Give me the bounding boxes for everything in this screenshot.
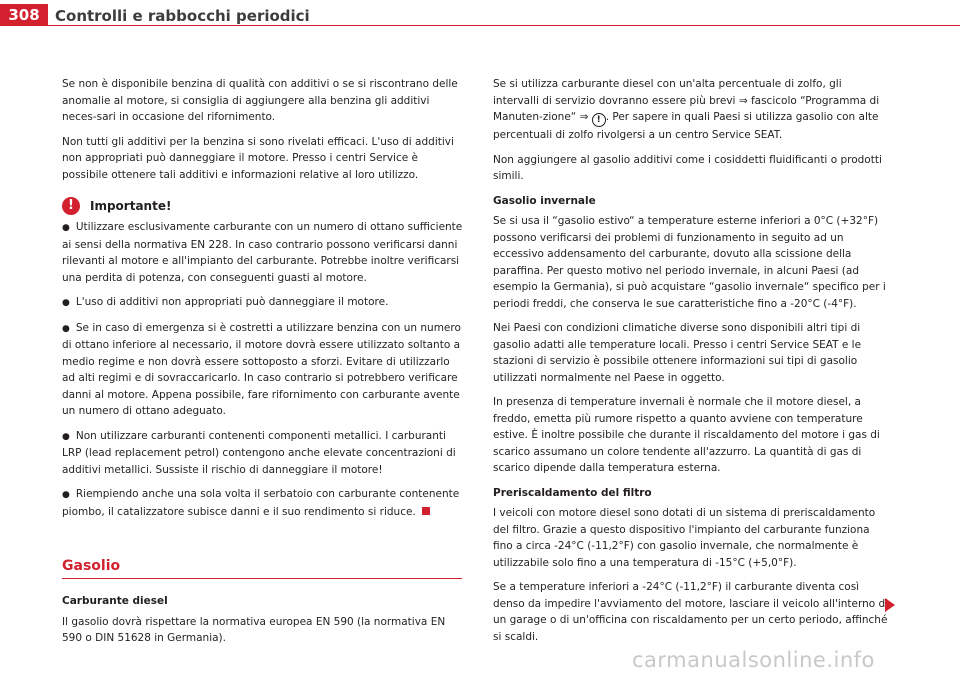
- paragraph-text: Se si utilizza carburante diesel con un'alta percentuale di zolfo, gli intervalli di servizio dovranno essere più brevi ⇒ fascicolo “Programma di Manuten-zione“ ⇒: [493, 78, 880, 123]
- page-title: Controlli e rabbocchi periodici: [55, 7, 310, 25]
- paragraph: [493, 76, 889, 144]
- subheading: Gasolio invernale: [493, 194, 596, 207]
- bullet-icon: ●: [62, 431, 70, 442]
- important-heading: [62, 197, 466, 215]
- paragraph: Non aggiungere al gasolio additivi come i cosiddetti fluidificanti o prodotti simili.: [493, 153, 882, 182]
- paragraph: I veicoli con motore diesel sono dotati di un sistema di preriscaldamento del filtro. Grazie a questo dispositivo l'impianto del carburante funziona fino a circa -24°C (-11,2°F) con gasolio invernale, che normalmente è utilizzabile solo fino a una temperatura di -15°C (+5,0°F).: [493, 507, 876, 569]
- end-of-section-icon: [422, 507, 430, 515]
- header-rule: [48, 25, 960, 26]
- list-item-text: L'uso di additivi non appropriati può danneggiare il motore.: [75, 296, 389, 308]
- paragraph: Se si usa il “gasolio estivo“ a temperature esterne inferiori a 0°C (+32°F) possono verificarsi dei problemi di funzionamento in seguito ad un eccessivo addensamento del carburante, dovuto alla scissione della paraffina. Per questo motivo nel periodo invernale, in alcuni Paesi (ad esempio la Germania), si può acquistare “gasolio invernale“ specifico per i periodi freddi, che conserva le sue caratteristiche fino a -20°C (-4°F).: [493, 215, 886, 310]
- paragraph: Nei Paesi con condizioni climatiche diverse sono disponibili altri tipi di gasolio adatti alle temperature locali. Presso i centri Service SEAT e le stazioni di servizio è possibile ottenere informazioni sui tipi di gasolio utilizzati normalmente nel Paese in oggetto.: [493, 322, 862, 384]
- continue-arrow-icon: [885, 598, 895, 612]
- warning-icon: !: [62, 197, 80, 215]
- page-header: [0, 0, 960, 30]
- right-column: [493, 76, 889, 653]
- left-column: [62, 76, 466, 655]
- subheading: Carburante diesel: [62, 595, 168, 607]
- section-title: Gasolio: [62, 558, 121, 574]
- bullet-icon: ●: [62, 323, 70, 334]
- list-item-text: Se in caso di emergenza si è costretti a utilizzare benzina con un numero di ottano inferiore al necessario, il motore dovrà essere utilizzato soltanto a medio regime e non dovrà essere sottoposto a sforzi. Evitare di utilizzarlo ad alti regimi e di sovraccaricarlo. In caso contrario si potrebbero verificare danni al motore. Appena possibile, fare rifornimento con carburante avente un numero di ottano adeguato.: [62, 321, 461, 417]
- list-item: [62, 486, 466, 520]
- page-number: 308: [0, 4, 48, 26]
- watermark: carmanualsonline.info: [632, 648, 875, 672]
- bullet-icon: ●: [62, 490, 70, 500]
- section-rule: [62, 578, 462, 579]
- list-item: [62, 428, 466, 479]
- list-item: [62, 320, 466, 420]
- list-item: [62, 294, 466, 312]
- bullet-icon: ●: [62, 298, 70, 308]
- paragraph-text: . Per sapere in quali Paesi si utilizza gasolio con alte percentuali di zolfo rivolgersi a un centro Service SEAT.: [493, 111, 879, 141]
- list-item-text: Riempiendo anche una sola volta il serbatoio con carburante contenente piombo, il catalizzatore subisce danni e il suo rendimento si riduce.: [62, 488, 460, 518]
- list-item: [62, 219, 466, 286]
- paragraph: Se a temperature inferiori a -24°C (-11,2°F) il carburante diventa così denso da impedire l'avviamento del motore, lasciare il veicolo all'interno di un garage o di un'officina con riscaldamento per un certo periodo, affinché si scaldi.: [493, 581, 889, 643]
- paragraph: Se non è disponibile benzina di qualità con additivi o se si riscontrano delle anomalie al motore, si consiglia di aggiungere alla benzina gli additivi neces-sari in occasione del rifornimento.: [62, 78, 458, 123]
- paragraph: Il gasolio dovrà rispettare la normativa europea EN 590 (la normativa EN 590 o DIN 51628 in Germania).: [62, 615, 446, 644]
- subheading: Preriscaldamento del filtro: [493, 486, 652, 499]
- important-title: Importante!: [90, 198, 172, 213]
- paragraph: In presenza di temperature invernali è normale che il motore diesel, a freddo, emetta più rumore rispetto a quanto avviene con temperature estive. È inoltre possibile che durante il riscaldamento del motore i gas di scarico assumano un colore tendente all'azzurro. La quantità di gas di scarico dipende dalla temperatura esterna.: [493, 396, 880, 474]
- list-item-text: Non utilizzare carburanti contenenti componenti metallici. I carburanti LRP (lead replacement petrol) contengono anche elevate concentrazioni di additivi metallici. Sussiste il rischio di danneggiare il motore!: [62, 429, 456, 476]
- paragraph: Non tutti gli additivi per la benzina si sono rivelati efficaci. L'uso di additivi non appropriati può danneggiare il motore. Presso i centri Service è possibile ottenere tali additivi e informazioni relative al loro utilizzo.: [62, 135, 454, 181]
- list-item-text: Utilizzare esclusivamente carburante con un numero di ottano sufficiente ai sensi della normativa EN 228. In caso contrario possono verificarsi danni rilevanti al motore e all'impianto del carburante. Potrebbe inoltre verificarsi una perdita di potenza, con conseguenti guasti al motore.: [62, 221, 463, 284]
- bullet-icon: ●: [62, 223, 70, 233]
- warning-ref-icon: !: [592, 113, 606, 127]
